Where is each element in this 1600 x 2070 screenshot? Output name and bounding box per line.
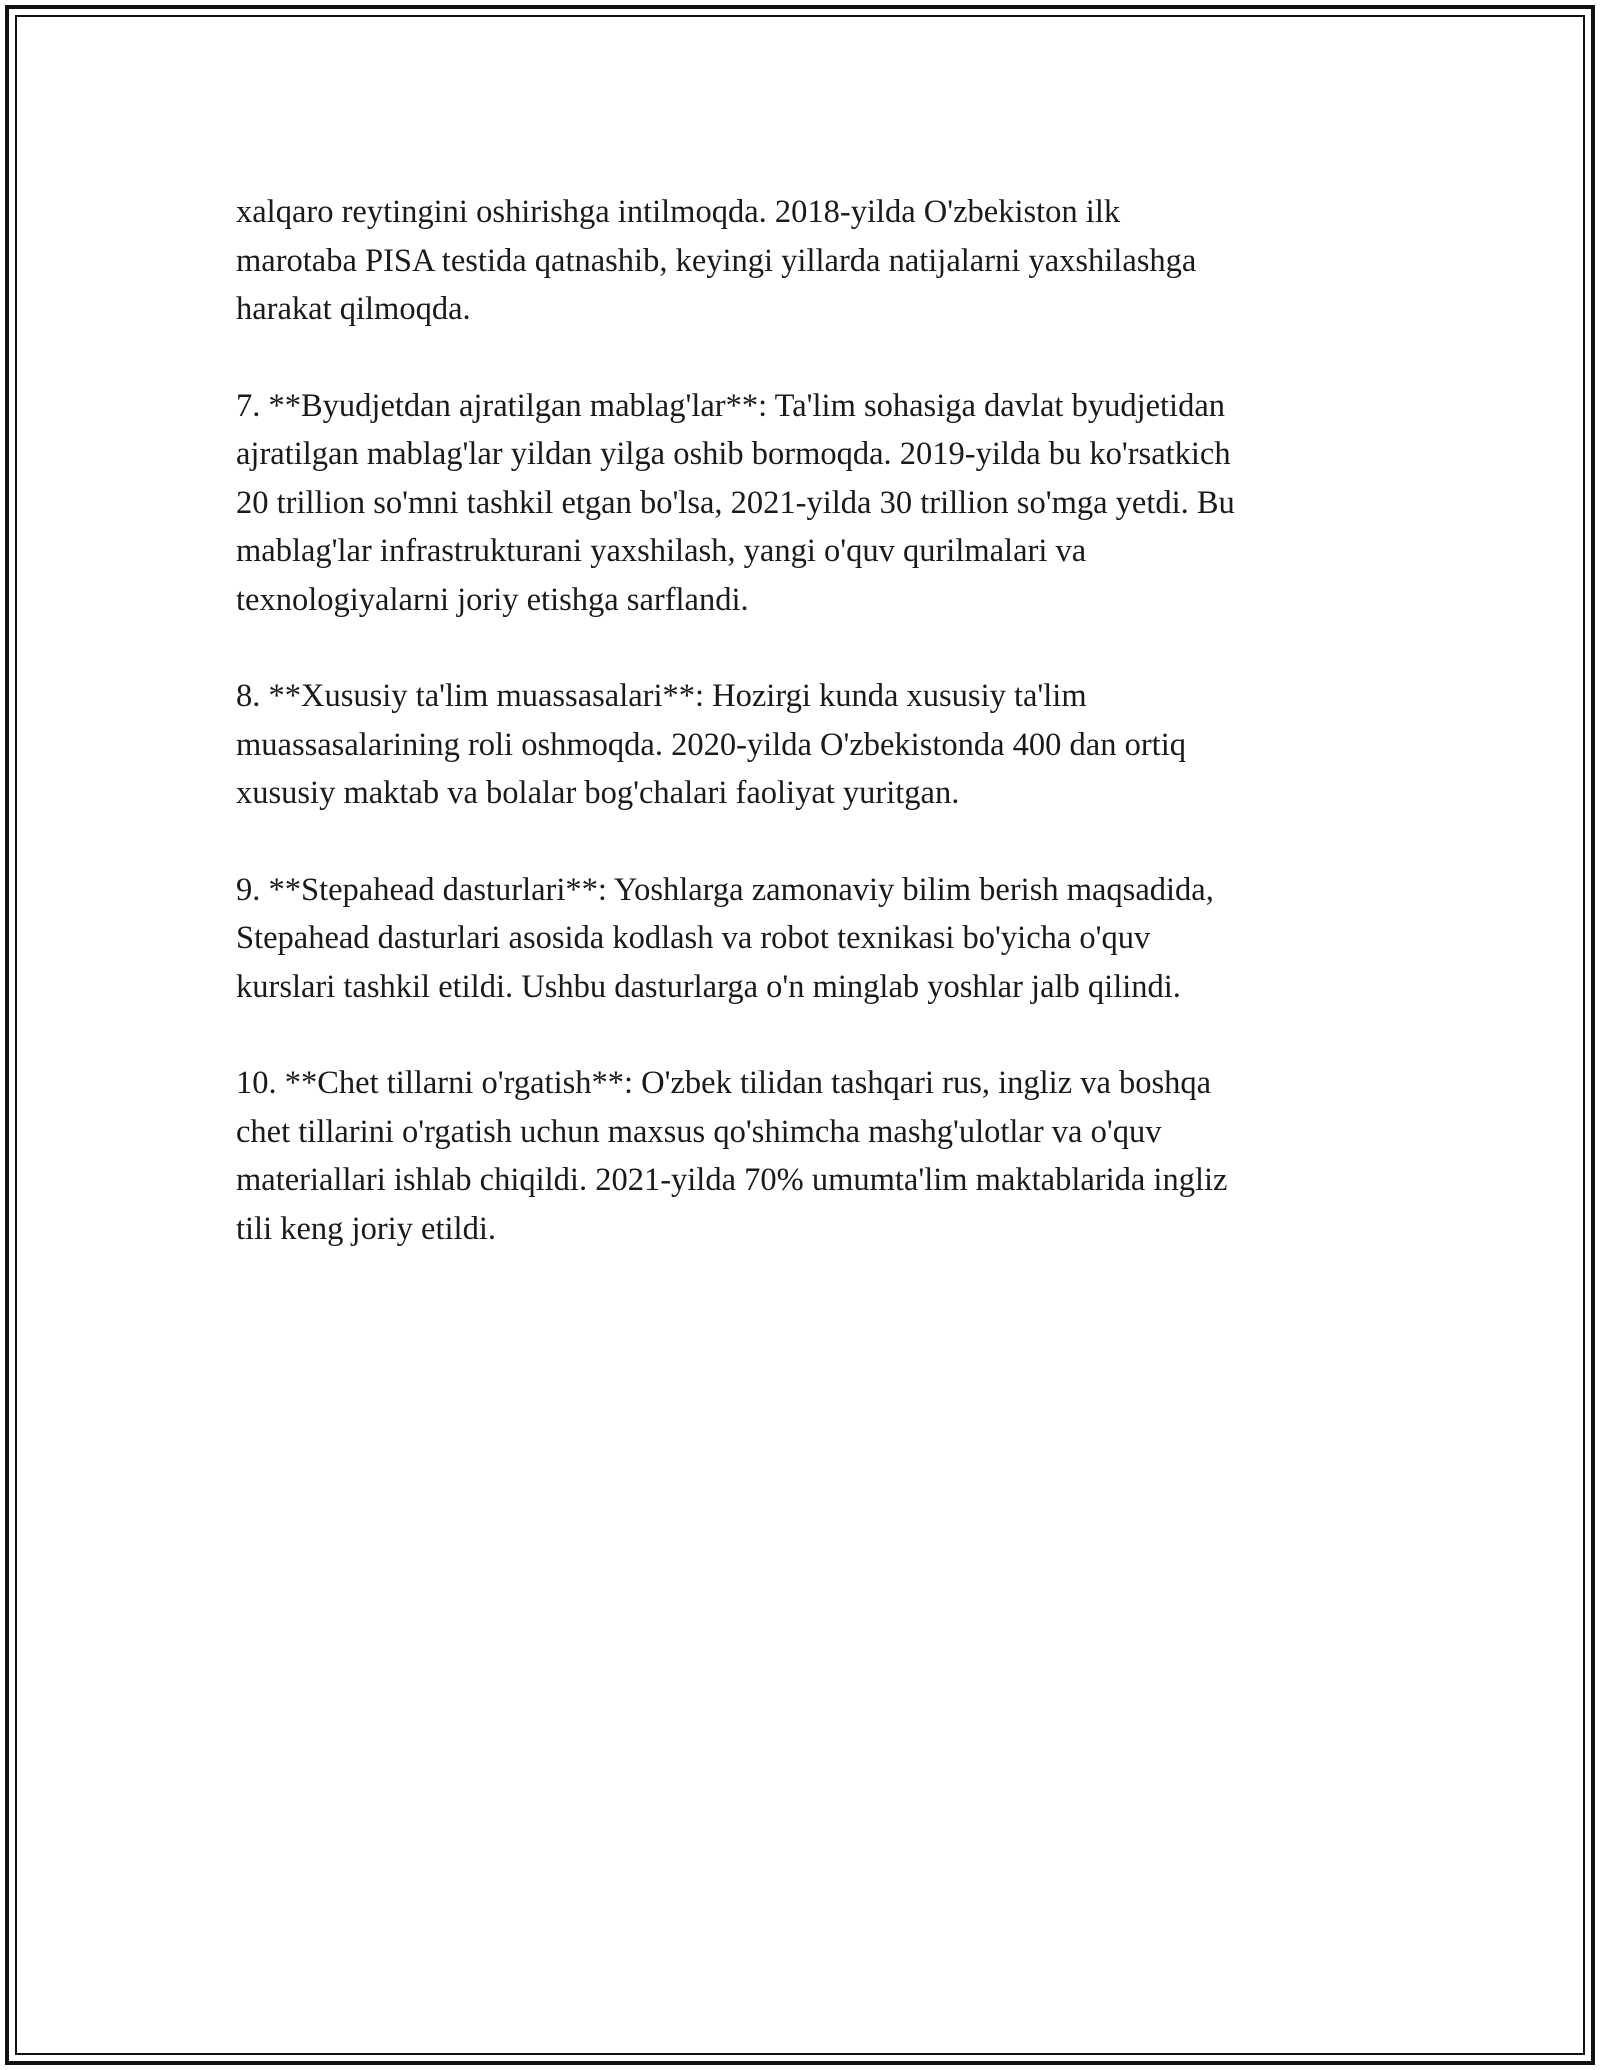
text-line: kurslari tashkil etildi. Ushbu dasturlarga o'n minglab yoshlar jalb qilindi. <box>236 968 1181 1005</box>
document-body <box>236 188 1376 1301</box>
text-line: 10. **Chet tillarni o'rgatish**: O'zbek tilidan tashqari rus, ingliz va boshqa <box>236 1065 1212 1101</box>
text-line: 7. **Byudjetdan ajratilgan mablag'lar**: Ta'lim sohasiga davlat byudjetidan <box>236 387 1226 424</box>
paragraph-foreign-languages <box>236 1059 1376 1253</box>
paragraph-pisa <box>236 188 1376 334</box>
text-line: materiallari ishlab chiqildi. 2021-yilda 70% umumta'lim maktablarida ingliz <box>236 1162 1228 1198</box>
text-line: 20 trillion so'mni tashkil etgan bo'lsa, 2021-yilda 30 trillion so'mga yetdi. Bu <box>236 484 1235 521</box>
text-line: harakat qilmoqda. <box>236 291 471 327</box>
text-line: texnologiyalarni joriy etishga sarflandi. <box>236 581 749 618</box>
text-line: marotaba PISA testida qatnashib, keyingi yillarda natijalarni yaxshilashga <box>236 242 1197 279</box>
paragraph-budget <box>236 382 1376 625</box>
text-line: xususiy maktab va bolalar bog'chalari faoliyat yuritgan. <box>236 775 960 811</box>
text-line: tili keng joriy etildi. <box>236 1210 496 1247</box>
paragraph-stepahead <box>236 866 1376 1012</box>
text-line: Stepahead dasturlari asosida kodlash va robot texnikasi bo'yicha o'quv <box>236 920 1151 956</box>
paragraph-private-education <box>236 672 1376 818</box>
text-line: muassasalarining roli oshmoqda. 2020-yilda O'zbekistonda 400 dan ortiq <box>236 726 1186 763</box>
text-line: 9. **Stepahead dasturlari**: Yoshlarga zamonaviy bilim berish maqsadida, <box>236 871 1214 908</box>
text-line: xalqaro reytingini oshirishga intilmoqda. 2018-yilda O'zbekiston ilk <box>236 194 1121 230</box>
text-line: mablag'lar infrastrukturani yaxshilash, yangi o'quv qurilmalari va <box>236 533 1087 569</box>
text-line: ajratilgan mablag'lar yildan yilga oshib bormoqda. 2019-yilda bu ko'rsatkich <box>236 436 1231 472</box>
text-line: 8. **Xususiy ta'lim muassasalari**: Hozirgi kunda xususiy ta'lim <box>236 678 1087 714</box>
text-line: chet tillarini o'rgatish uchun maxsus qo'shimcha mashg'ulotlar va o'quv <box>236 1113 1162 1150</box>
